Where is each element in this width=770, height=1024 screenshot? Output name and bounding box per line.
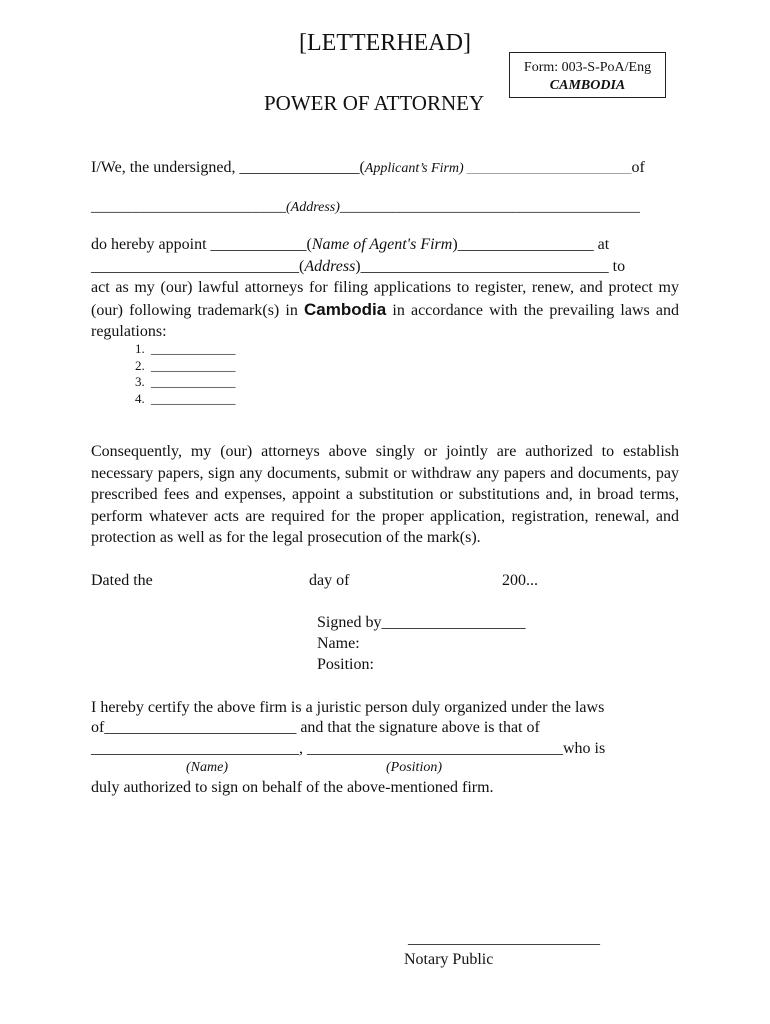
applicant-of: of [631, 159, 645, 176]
list-blank: _____________ [151, 341, 236, 356]
notary-label: Notary Public [404, 951, 494, 968]
form-country: CAMBODIA [549, 78, 626, 93]
applicant-prefix: I/We, the undersigned, _______________( [91, 159, 365, 176]
list-blank: _____________ [151, 390, 236, 406]
appoint-line-2 [91, 258, 625, 276]
appoint-address-prefix: __________________________( [91, 258, 305, 275]
list-item [135, 374, 236, 391]
address-left-blank: __________________________ [91, 199, 286, 215]
list-item [135, 341, 236, 358]
applicant-address-line [91, 199, 640, 216]
year-label: 200... [502, 572, 538, 589]
signer-position: Position: [317, 656, 374, 673]
appointment-body-part1: act as my (our) lawful attorneys for filing applications to register, renew, and protect my (our) following trademark(s) in [91, 279, 679, 319]
certification-line-4: duly authorized to sign on behalf of the above-mentioned firm. [91, 779, 494, 796]
list-blank: _____________ [151, 374, 236, 389]
list-item [135, 358, 236, 375]
document-title: POWER OF ATTORNEY [264, 91, 485, 115]
dated-label: Dated the [91, 572, 153, 589]
applicant-firm-blank: ______________________________ [463, 163, 632, 175]
address-label: (Address) [286, 200, 340, 215]
list-number: 4. [135, 390, 145, 406]
certification-line-3: __________________________, ________________________________who is [91, 740, 606, 757]
list-number: 3. [135, 374, 145, 389]
authorization-paragraph: Consequently, my (our) attorneys above singly or jointly are authorized to establish necessary papers, sign any documents, submit or withdraw any papers and documents, pay prescribed fees and expenses, appoint a substitution or substitutions and, in broad terms, perform whatever acts are required for the proper application, registration, renewal, and protection as well as for the legal prosecution of the mark(s). [91, 443, 679, 546]
signer-name: Name: [317, 635, 360, 652]
appointment-country: Cambodia [304, 299, 387, 319]
trademark-list [135, 341, 236, 407]
form-code-box [509, 52, 666, 98]
appoint-prefix: do hereby appoint ____________( [91, 236, 312, 253]
applicant-firm-label: Applicant’s Firm) [364, 161, 464, 176]
address-right-blank: ________________________________________ [339, 199, 640, 215]
appoint-line-1 [91, 236, 609, 254]
position-caption: (Position) [386, 760, 442, 775]
applicant-line [91, 159, 645, 177]
list-number: 1. [135, 341, 145, 356]
name-caption: (Name) [186, 760, 228, 775]
letterhead-placeholder: [LETTERHEAD] [299, 30, 471, 56]
day-of-label: day of [309, 572, 350, 589]
signed-by: Signed by__________________ [317, 614, 526, 631]
form-code: Form: 003-S-PoA/Eng [523, 60, 652, 75]
list-blank: _____________ [151, 357, 236, 373]
agent-firm-label: Name of Agent's Firm [311, 236, 453, 253]
appointment-body-part2: in accordance with the prevailing laws and regulations: [91, 301, 680, 340]
certification-line-1: I hereby certify the above firm is a juristic person duly organized under the laws [91, 699, 605, 716]
certification-line-2: of________________________ and that the signature above is that of [91, 719, 540, 736]
appoint-address-label: Address [304, 258, 356, 275]
appoint-address-suffix: )_______________________________ to [355, 258, 626, 275]
appoint-suffix: )_________________ at [452, 236, 610, 253]
list-number: 2. [135, 357, 145, 373]
list-item [135, 391, 236, 408]
appointment-body [91, 277, 679, 343]
notary-signature-line: ________________________ [408, 930, 600, 947]
